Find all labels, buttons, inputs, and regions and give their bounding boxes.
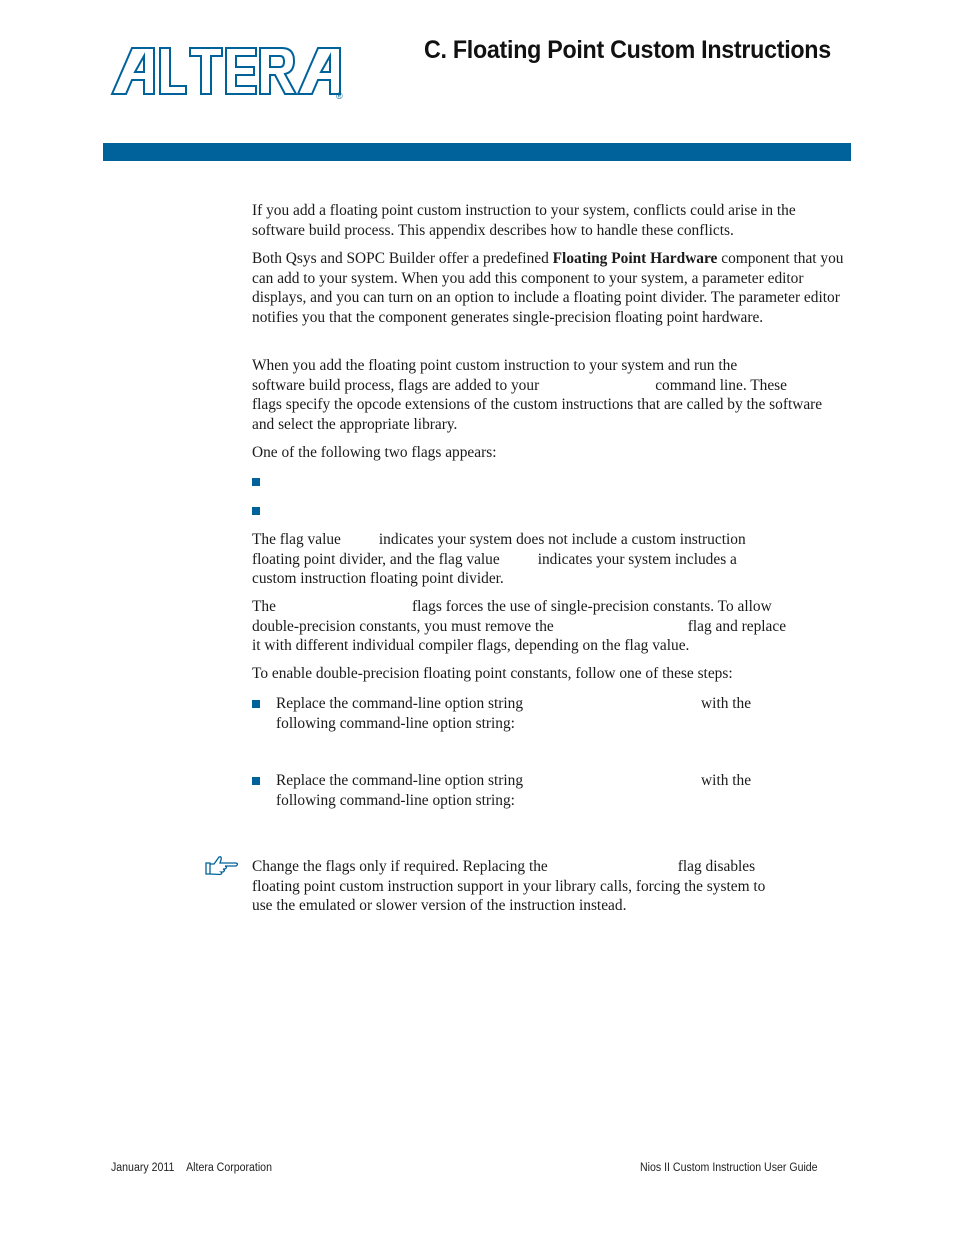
footer-left (111, 1162, 272, 1174)
square-bullet-icon (252, 777, 260, 785)
p5-line-1b: indicates your system does not include a custom instruction (378, 531, 746, 548)
p6-line-1b: flags forces the use of single-precision constants. To allow (411, 598, 772, 615)
p2-text-after: component that you can add to your system. When you add this component to your system, a parameter editor displays, and you can turn on an option to include a floating point divider. The parameter editor notifies you that the component generates single-precision floating point hardware. (252, 250, 844, 326)
p5-line-2a: floating point divider, and the flag value (252, 550, 500, 568)
paragraph-4 (252, 443, 847, 463)
step-1 (276, 694, 836, 733)
step-1-text-b: with the (701, 695, 752, 712)
p6-line-3: it with different individual compiler flags, depending on the flag value. (252, 637, 690, 654)
paragraph-3 (252, 356, 847, 434)
registered-mark: ® (336, 91, 343, 100)
paragraph-intro (252, 201, 847, 240)
title-bar (103, 143, 851, 161)
paragraph-2 (252, 249, 847, 327)
note-text (252, 857, 847, 916)
p5-line-1a: The flag value (252, 531, 341, 548)
p5-line-2b: indicates your system includes a (537, 550, 737, 568)
p2-text-before: Both Qsys and SOPC Builder offer a predefined (252, 250, 553, 267)
step-1-text-a: Replace the command-line option string (276, 695, 524, 712)
p2-bold-term: Floating Point Hardware (552, 250, 718, 267)
p7-text: To enable double-precision floating point constants, follow one of these steps: (252, 665, 733, 682)
altera-logo (110, 44, 350, 100)
note-line-1b: flag disables (677, 858, 756, 875)
step-2-line-2: following command-line option string: (276, 791, 515, 809)
chapter-title: C. Floating Point Custom Instructions (424, 36, 831, 64)
step-2-text-a: Replace the command-line option string (276, 772, 524, 789)
footer-date: January 2011 (111, 1162, 175, 1174)
step-2-text-b: with the (701, 772, 752, 789)
step-1-line-2: following command-line option string: (276, 714, 515, 732)
square-bullet-icon (252, 700, 260, 708)
step-2 (276, 771, 836, 810)
p6-line-2a: double-precision constants, you must remove the (252, 617, 554, 635)
p6-line-1a: The (252, 598, 276, 615)
p3-rest: flags specify the opcode extensions of the custom instructions that are called by the software and select the appropriate library. (252, 396, 823, 433)
square-bullet-icon (252, 478, 260, 486)
note-line-3: use the emulated or slower version of the instruction instead. (252, 897, 627, 914)
paragraph-7 (252, 664, 847, 684)
p4-text: One of the following two flags appears: (252, 444, 497, 461)
square-bullet-icon (252, 507, 260, 515)
pointing-hand-icon (205, 855, 241, 877)
p3-line-2-before: software build process, flags are added to your (252, 376, 540, 394)
paragraph-1: If you add a floating point custom instruction to your system, conflicts could arise in the software build process. This appendix describes how to handle these conflicts. (252, 202, 796, 239)
footer-company: Altera Corporation (186, 1162, 272, 1174)
paragraph-5 (252, 530, 847, 589)
note-line-2: floating point custom instruction support in your library calls, forcing the system to (252, 877, 766, 895)
p6-line-2b: flag and replace (687, 617, 787, 635)
paragraph-6 (252, 597, 847, 656)
p3-line-2-after: command line. These (655, 376, 787, 394)
footer-guide: Nios II Custom Instruction User Guide (640, 1162, 818, 1174)
p3-line-1: When you add the floating point custom instruction to your system and run the (252, 357, 738, 374)
p5-line-3: custom instruction floating point divider. (252, 570, 504, 587)
note-line-1a: Change the flags only if required. Replacing the (252, 858, 548, 875)
